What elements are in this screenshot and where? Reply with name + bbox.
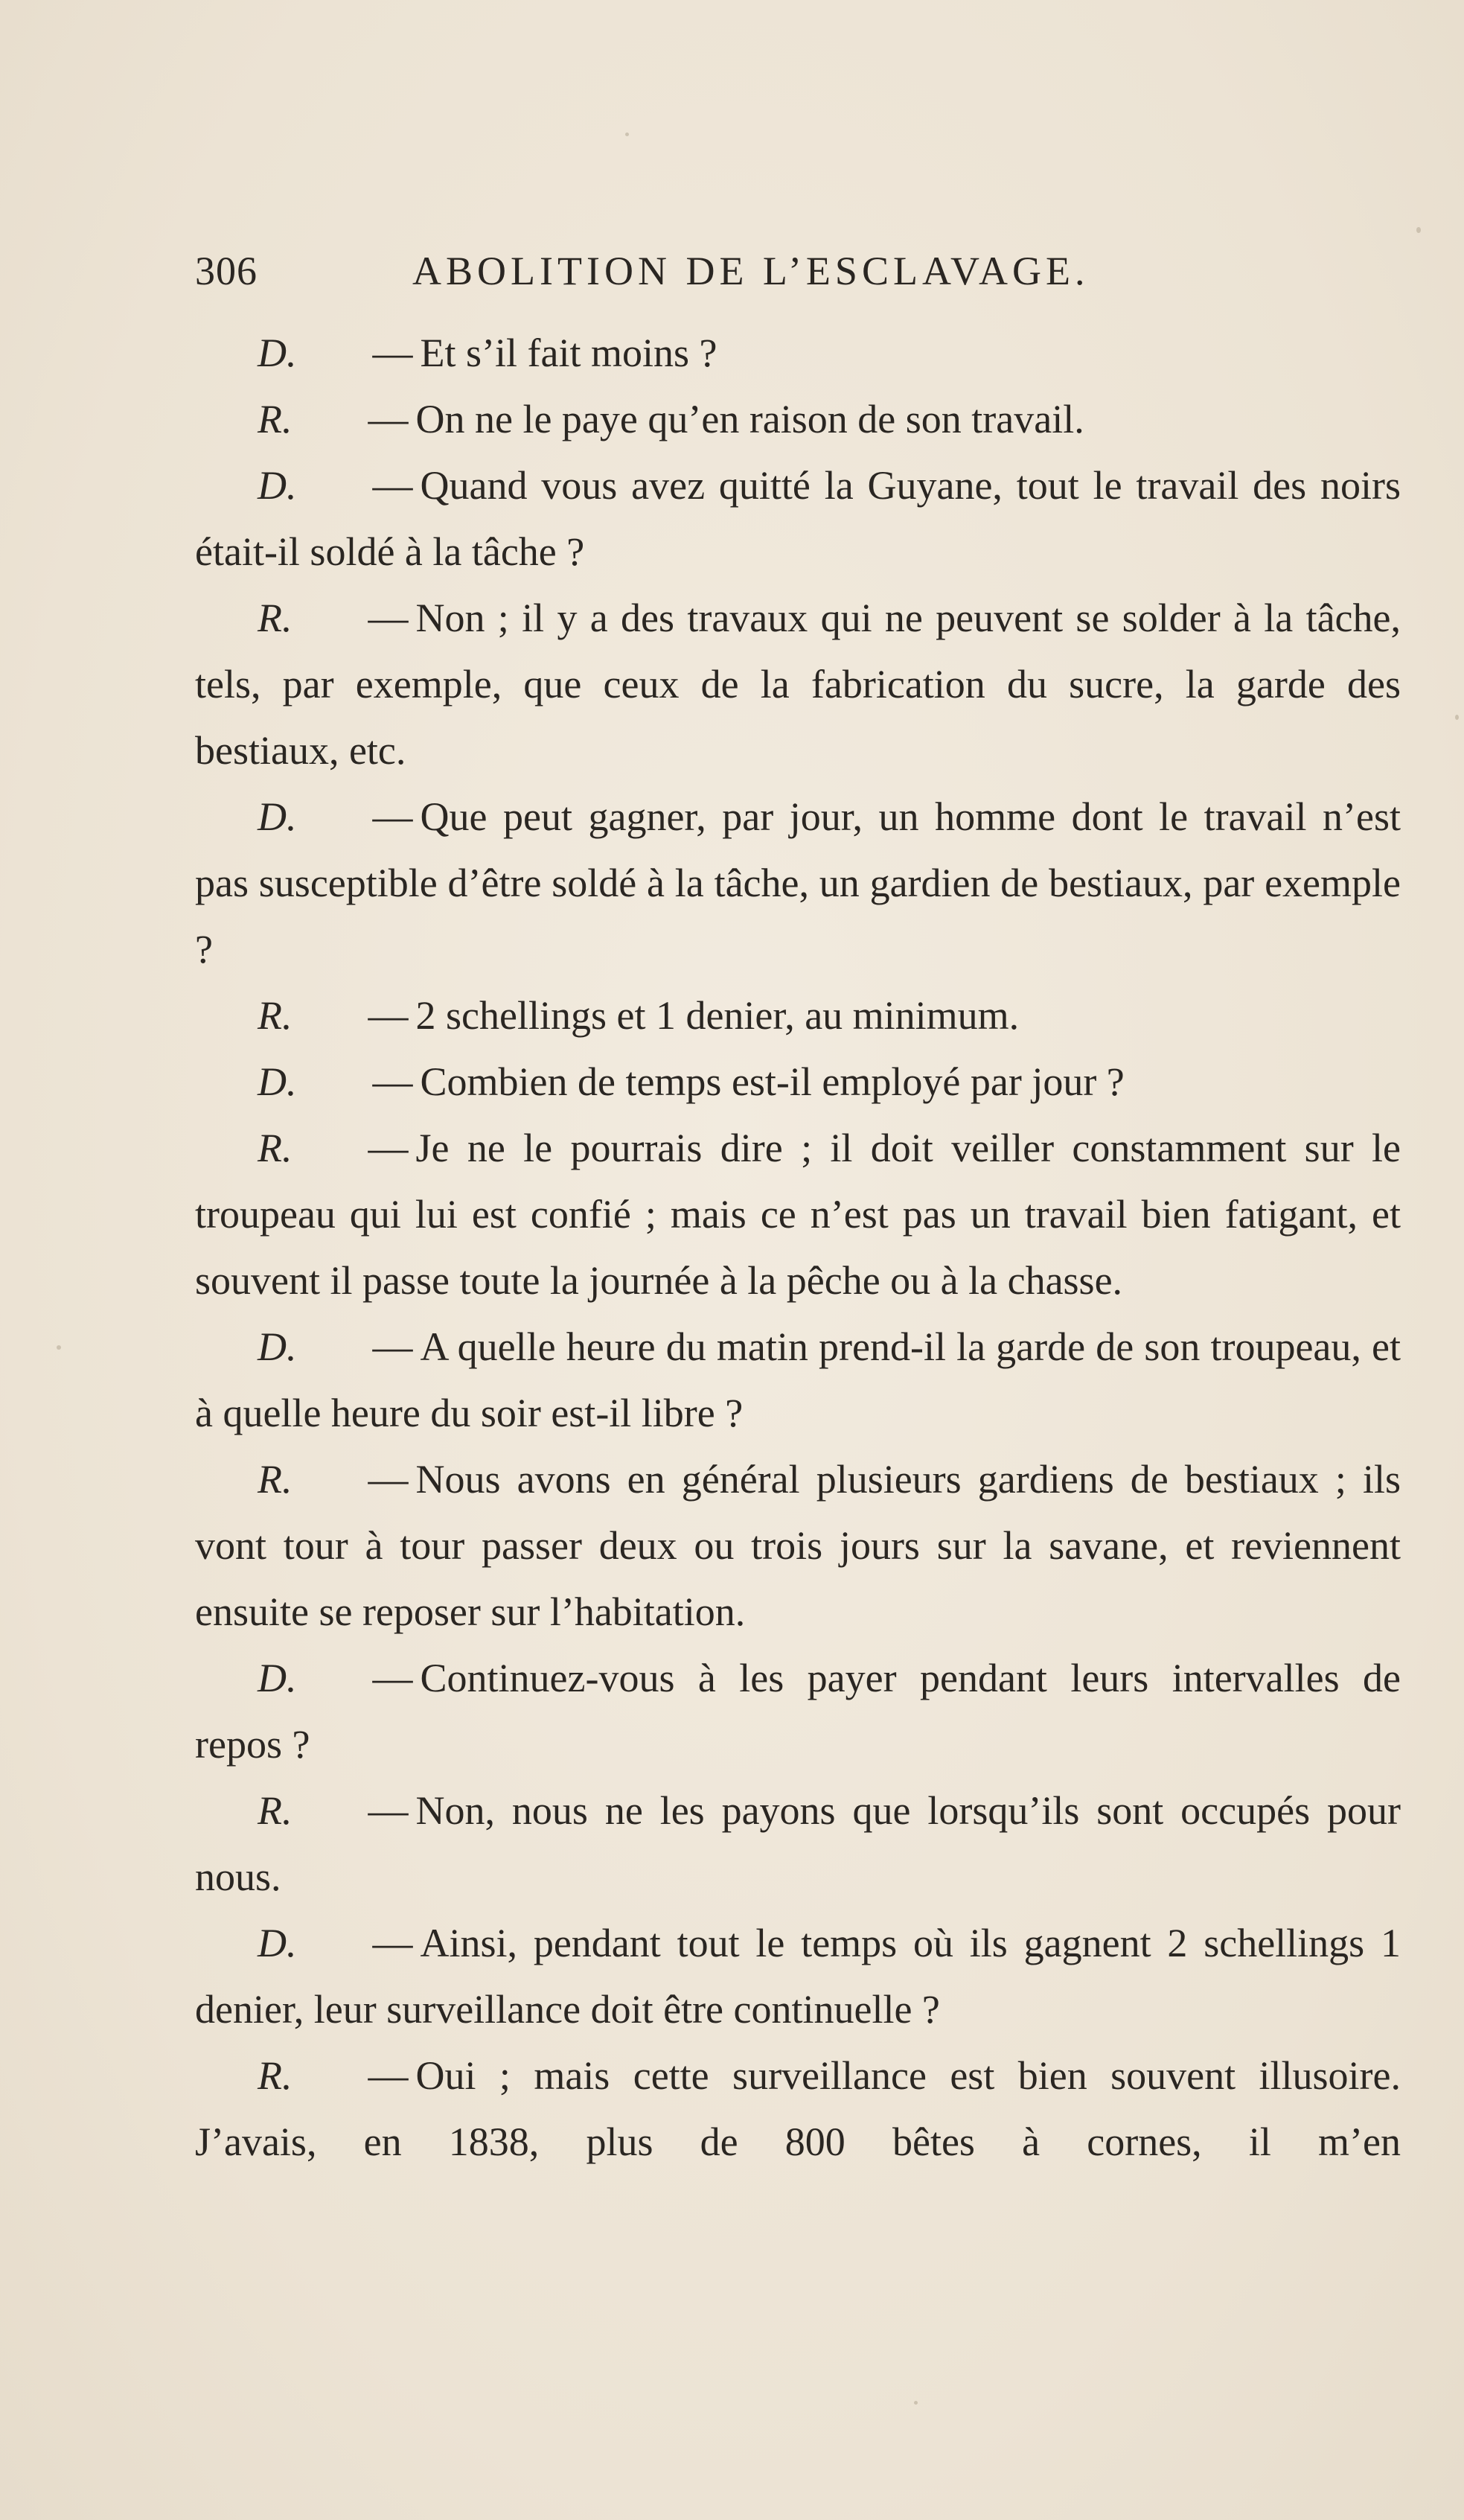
- paragraph-text: Quand vous avez quitté la Guyane, tout le travail des noirs était-il soldé à la tâche ?: [195, 463, 1401, 574]
- speaker-label: R.: [258, 1788, 293, 1833]
- em-dash: —: [372, 1656, 413, 1700]
- speaker-label: R.: [258, 1457, 293, 1502]
- page-header: [195, 248, 1401, 307]
- paragraph-text: Non ; il y a des travaux qui ne peuvent se solder à la tâche, tels, par exemple, que ceux de la fabrication du sucre, la garde des bestiaux, etc.: [195, 596, 1401, 773]
- em-dash: —: [372, 1324, 413, 1369]
- em-dash: —: [368, 1457, 409, 1502]
- em-dash: —: [372, 1059, 413, 1104]
- em-dash: —: [368, 596, 409, 640]
- answer-paragraph: [195, 1446, 1401, 1645]
- paragraph-text: Oui ; mais cette surveillance est bien souvent illusoire. J’avais, en 1838, plus de 800 bêtes à cornes, il m’en: [195, 2053, 1401, 2164]
- speaker-label: R.: [258, 596, 293, 640]
- answer-paragraph: [195, 2043, 1401, 2175]
- paper-speck: [914, 2401, 918, 2405]
- em-dash: —: [372, 331, 413, 375]
- question-paragraph: [195, 320, 1401, 386]
- em-dash: —: [368, 993, 409, 1038]
- answer-paragraph: [195, 983, 1401, 1049]
- em-dash: —: [372, 1921, 413, 1965]
- em-dash: —: [372, 794, 413, 839]
- paragraph-text: Continuez-vous à les payer pendant leurs intervalles de repos ?: [195, 1656, 1401, 1767]
- paragraph-text: Combien de temps est-il employé par jour ?: [420, 1059, 1125, 1104]
- answer-paragraph: [195, 1115, 1401, 1314]
- paragraph-text: Je ne le pourrais dire ; il doit veiller constamment sur le troupeau qui lui est confié ; mais ce n’est pas un travail bien fatigant, et souvent il passe toute la journée à la pêche ou à la chasse.: [195, 1126, 1401, 1303]
- paper-speck: [1455, 715, 1459, 720]
- running-title: ABOLITION DE L’ESCLAVAGE.: [412, 249, 1090, 293]
- em-dash: —: [368, 2053, 409, 2098]
- speaker-label: D.: [258, 1059, 297, 1104]
- answer-paragraph: [195, 1778, 1401, 1910]
- paragraph-text: A quelle heure du matin prend-il la garde de son troupeau, et à quelle heure du soir est-il libre ?: [195, 1324, 1401, 1435]
- question-paragraph: [195, 1049, 1401, 1115]
- paper-speck: [57, 1345, 61, 1350]
- question-paragraph: [195, 1314, 1401, 1446]
- em-dash: —: [368, 1788, 409, 1833]
- paragraph-text: Nous avons en général plusieurs gardiens de bestiaux ; ils vont tour à tour passer deux ou trois jours sur la savane, et reviennent ensuite se reposer sur l’habitation.: [195, 1457, 1401, 1634]
- paper-speck: [625, 133, 629, 136]
- em-dash: —: [368, 1126, 409, 1170]
- page-number: 306: [195, 249, 258, 293]
- paragraph-text: Que peut gagner, par jour, un homme dont le travail n’est pas susceptible d’être soldé à la tâche, un gardien de bestiaux, par exemple ?: [195, 794, 1401, 972]
- question-paragraph: [195, 453, 1401, 585]
- speaker-label: D.: [258, 331, 297, 375]
- speaker-label: D.: [258, 1921, 297, 1965]
- question-paragraph: [195, 1645, 1401, 1778]
- question-paragraph: [195, 1910, 1401, 2043]
- speaker-label: D.: [258, 1656, 297, 1700]
- paragraph-text: Ainsi, pendant tout le temps où ils gagnent 2 schellings 1 denier, leur surveillance doit être continuelle ?: [195, 1921, 1401, 2032]
- em-dash: —: [372, 463, 413, 508]
- em-dash: —: [368, 397, 409, 441]
- interview-text: [195, 320, 1401, 2175]
- paragraph-text: Non, nous ne les payons que lorsqu’ils sont occupés pour nous.: [195, 1788, 1401, 1899]
- paper-speck: [1416, 227, 1421, 233]
- question-paragraph: [195, 784, 1401, 983]
- paragraph-text: 2 schellings et 1 denier, au minimum.: [415, 993, 1020, 1038]
- speaker-label: D.: [258, 463, 297, 508]
- answer-paragraph: [195, 585, 1401, 784]
- paragraph-text: On ne le paye qu’en raison de son travail.: [415, 397, 1084, 441]
- answer-paragraph: [195, 386, 1401, 453]
- speaker-label: D.: [258, 794, 297, 839]
- speaker-label: R.: [258, 397, 293, 441]
- speaker-label: R.: [258, 993, 293, 1038]
- speaker-label: R.: [258, 1126, 293, 1170]
- speaker-label: R.: [258, 2053, 293, 2098]
- speaker-label: D.: [258, 1324, 297, 1369]
- paragraph-text: Et s’il fait moins ?: [420, 331, 717, 375]
